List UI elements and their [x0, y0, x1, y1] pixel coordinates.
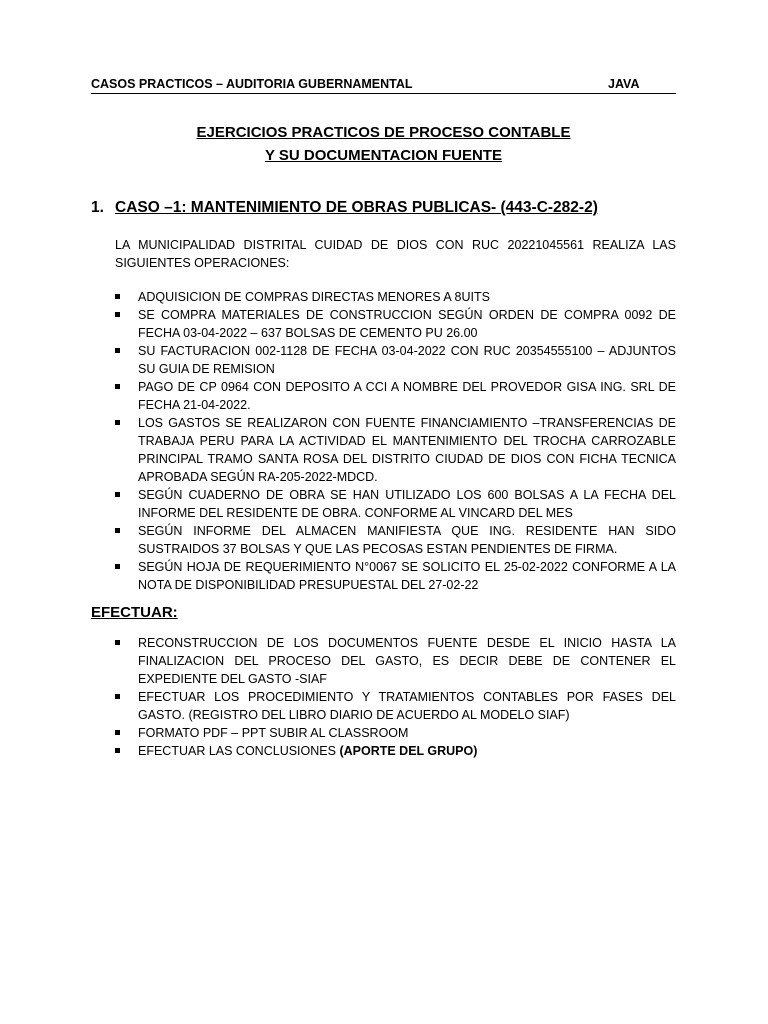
bullet-icon — [115, 420, 120, 425]
case-title: CASO –1: MANTENIMIENTO DE OBRAS PUBLICAS- (443-C-282-2) — [115, 199, 598, 216]
list-item-text: RECONSTRUCCION DE LOS DOCUMENTOS FUENTE DESDE EL INICIO HASTA LA FINALIZACION DEL PROCESO DEL GASTO, ES DECIR DEBE DE CONTENER EL EXPEDIENTE DEL GASTO -SIAF — [138, 636, 676, 686]
list-item — [115, 486, 676, 522]
bullet-icon — [115, 694, 120, 699]
list-item — [115, 558, 676, 594]
list-item — [115, 724, 676, 742]
bullet-icon — [115, 640, 120, 645]
list-item — [115, 288, 676, 306]
page-header — [91, 76, 676, 94]
list-item — [115, 688, 676, 724]
list-item — [115, 414, 676, 486]
list-item-text: SU FACTURACION 002-1128 DE FECHA 03-04-2022 CON RUC 20354555100 – ADJUNTOS SU GUIA DE REMISION — [138, 344, 676, 376]
bullet-icon — [115, 348, 120, 353]
bullet-icon — [115, 294, 120, 299]
list-item — [115, 342, 676, 378]
list-item — [115, 306, 676, 342]
list-item — [115, 634, 676, 688]
bullet-icon — [115, 564, 120, 569]
list-item-text: SEGÚN INFORME DEL ALMACEN MANIFIESTA QUE ING. RESIDENTE HAN SIDO SUSTRAIDOS 37 BOLSAS Y QUE LAS PECOSAS ESTAN PENDIENTES DE FIRMA. — [138, 524, 676, 556]
header-author: JAVA — [608, 77, 640, 91]
document-title-line-1: EJERCICIOS PRACTICOS DE PROCESO CONTABLE — [196, 124, 571, 141]
list-item-text: EFECTUAR LAS CONCLUSIONES — [138, 744, 340, 758]
list-item — [115, 522, 676, 558]
header-title: CASOS PRACTICOS – AUDITORIA GUBERNAMENTAL — [91, 77, 413, 91]
list-item-text: SEGÚN HOJA DE REQUERIMIENTO N°0067 SE SOLICITO EL 25-02-2022 CONFORME A LA NOTA DE DISPONIBILIDAD PRESUPUESTAL DEL 27-02-22 — [138, 560, 676, 592]
list-item-text: LOS GASTOS SE REALIZARON CON FUENTE FINANCIAMIENTO –TRANSFERENCIAS DE TRABAJA PERU PARA LA ACTIVIDAD EL MANTENIMIENTO DEL TROCHA CARROZABLE PRINCIPAL TRAMO SANTA ROSA DEL DISTRITO CIUDAD DE DIOS CON FICHA TECNICA APROBADA SEGÚN RA-205-2022-MDCD. — [138, 416, 676, 484]
list-item-text: SE COMPRA MATERIALES DE CONSTRUCCION SEGÚN ORDEN DE COMPRA 0092 DE FECHA 03-04-2022 – 637 BOLSAS DE CEMENTO PU 26.00 — [138, 308, 676, 340]
list-item-text: ADQUISICION DE COMPRAS DIRECTAS MENORES A 8UITS — [138, 290, 490, 304]
list-item — [115, 378, 676, 414]
bullet-icon — [115, 528, 120, 533]
bullet-icon — [115, 312, 120, 317]
list-item-text: FORMATO PDF – PPT SUBIR AL CLASSROOM — [138, 726, 409, 740]
case-intro: LA MUNICIPALIDAD DISTRITAL CUIDAD DE DIOS CON RUC 20221045561 REALIZA LAS SIGUIENTES OPERACIONES: — [115, 238, 676, 270]
efectuar-list — [115, 634, 676, 760]
bullet-icon — [115, 730, 120, 735]
document-title-line-2: Y SU DOCUMENTACION FUENTE — [265, 147, 502, 164]
list-item-text: SEGÚN CUADERNO DE OBRA SE HAN UTILIZADO LOS 600 BOLSAS A LA FECHA DEL INFORME DEL RESIDENTE DE OBRA. CONFORME AL VINCARD DEL MES — [138, 488, 676, 520]
list-item-text: PAGO DE CP 0964 CON DEPOSITO A CCI A NOMBRE DEL PROVEDOR GISA ING. SRL DE FECHA 21-04-2022. — [138, 380, 676, 412]
case-number: 1. — [91, 199, 104, 216]
efectuar-heading: EFECTUAR: — [91, 604, 178, 621]
list-item-emphasis: (APORTE DEL GRUPO) — [339, 744, 478, 758]
bullet-icon — [115, 492, 120, 497]
bullet-icon — [115, 384, 120, 389]
list-item-text: EFECTUAR LOS PROCEDIMIENTO Y TRATAMIENTOS CONTABLES POR FASES DEL GASTO. (REGISTRO DEL LIBRO DIARIO DE ACUERDO AL MODELO SIAF) — [138, 690, 676, 722]
bullet-icon — [115, 748, 120, 753]
operations-list — [115, 288, 676, 594]
list-item — [115, 742, 676, 760]
